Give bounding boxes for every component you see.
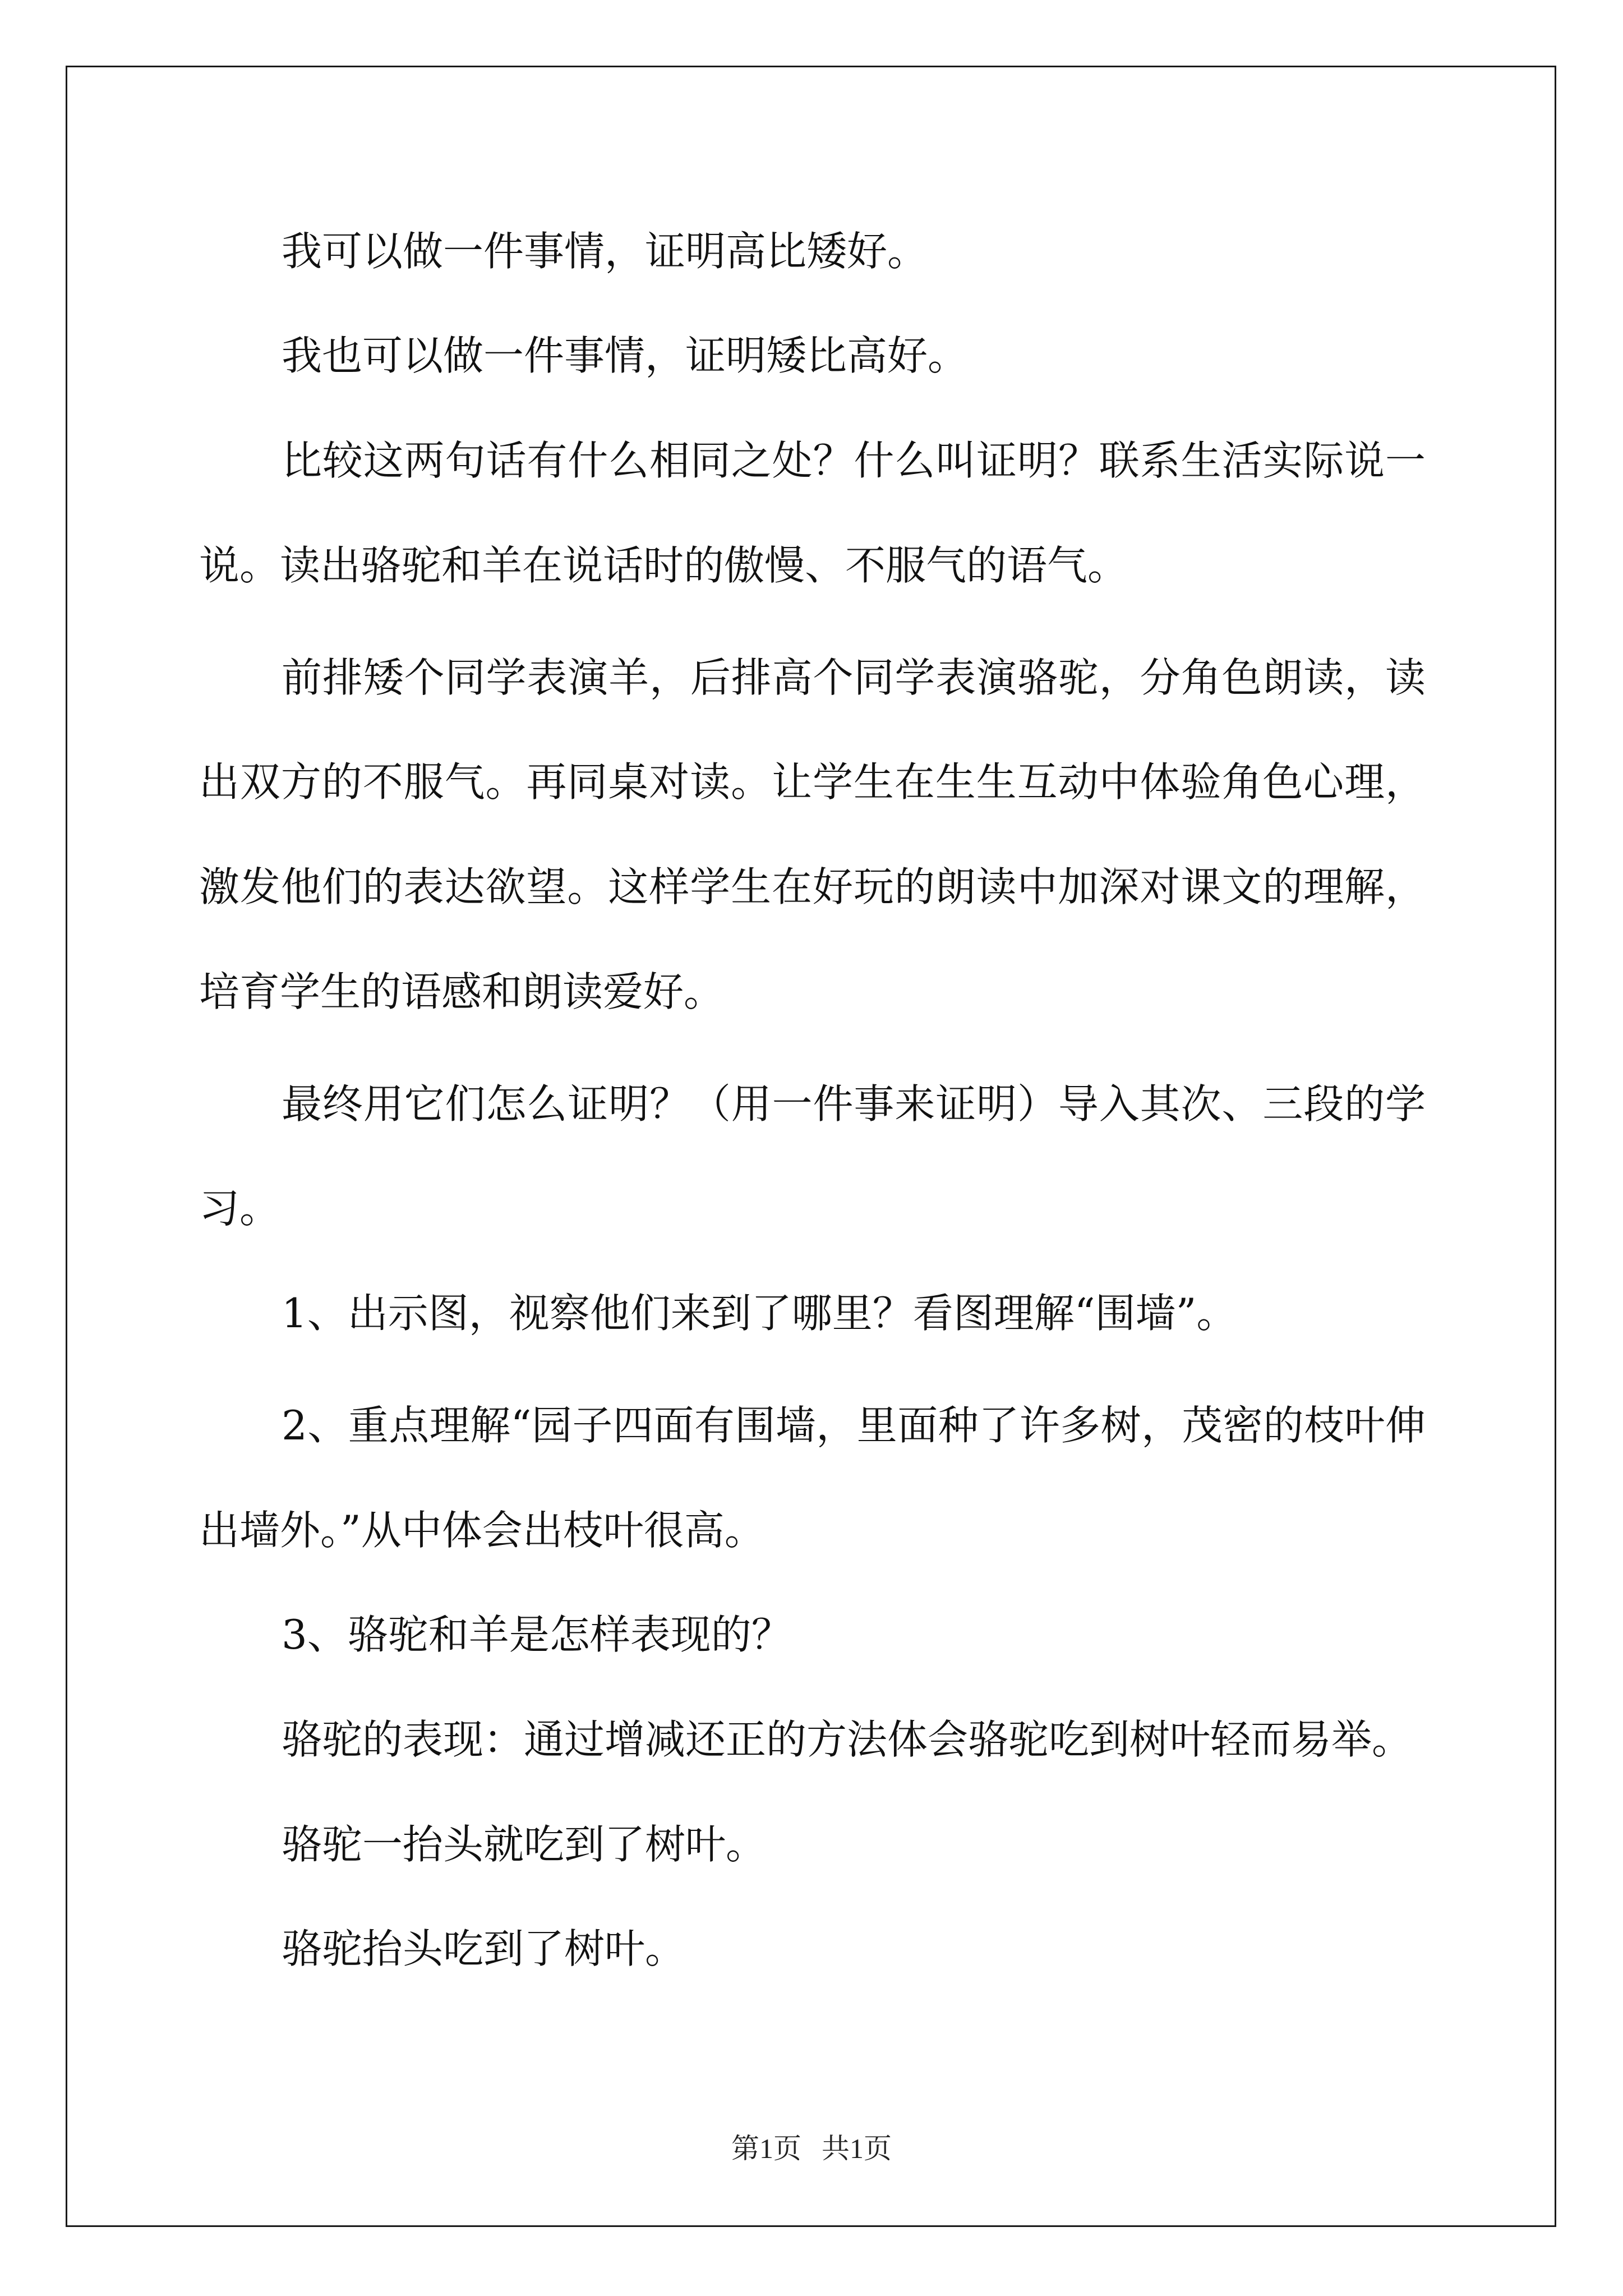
text-line: 出双方的不服气。再同桌对读。让学生在生生互动中体验角色心理，: [199, 758, 1426, 806]
page-footer: [0, 2132, 1623, 2165]
text-line: 骆驼抬头吃到了树叶。: [282, 1925, 686, 1972]
text-line: 前排矮个同学表演羊，后排高个同学表演骆驼，分角色朗读，读: [282, 654, 1426, 701]
text-line: 3、骆驼和羊是怎样表现的？: [282, 1611, 792, 1658]
text-line: 骆驼一抬头就吃到了树叶。: [282, 1821, 767, 1868]
text-line: 2、重点理解“园子四面有围墙，里面种了许多树，茂密的枝叶伸: [282, 1402, 1426, 1449]
page-total: 共1页: [822, 2133, 892, 2164]
text-line: 说。读出骆驼和羊在说话时的傲慢、不服气的语气。: [199, 542, 1128, 589]
text-line: 骆驼的表现：通过增减还正的方法体会骆驼吃到树叶轻而易举。: [282, 1716, 1413, 1763]
text-line: 出墙外。”从中体会出枝叶很高。: [199, 1507, 765, 1554]
text-line: 1、出示图，视察他们来到了哪里？看图理解“围墙”。: [282, 1290, 1237, 1337]
text-line: 习。: [199, 1185, 280, 1232]
page-border: [66, 66, 1556, 2227]
page-number: 第1页: [731, 2133, 801, 2164]
text-line: 比较这两句话有什么相同之处？什么叫证明？联系生活实际说一: [282, 437, 1426, 484]
text-line: 培育学生的语感和朗读爱好。: [199, 968, 725, 1015]
text-line: 我可以做一件事情，证明高比矮好。: [282, 228, 928, 275]
text-line: 激发他们的表达欲望。这样学生在好玩的朗读中加深对课文的理解，: [199, 863, 1426, 910]
text-line: 最终用它们怎么证明？（用一件事来证明）导入其次、三段的学: [282, 1080, 1426, 1128]
text-line: 我也可以做一件事情，证明矮比高好。: [282, 332, 969, 379]
